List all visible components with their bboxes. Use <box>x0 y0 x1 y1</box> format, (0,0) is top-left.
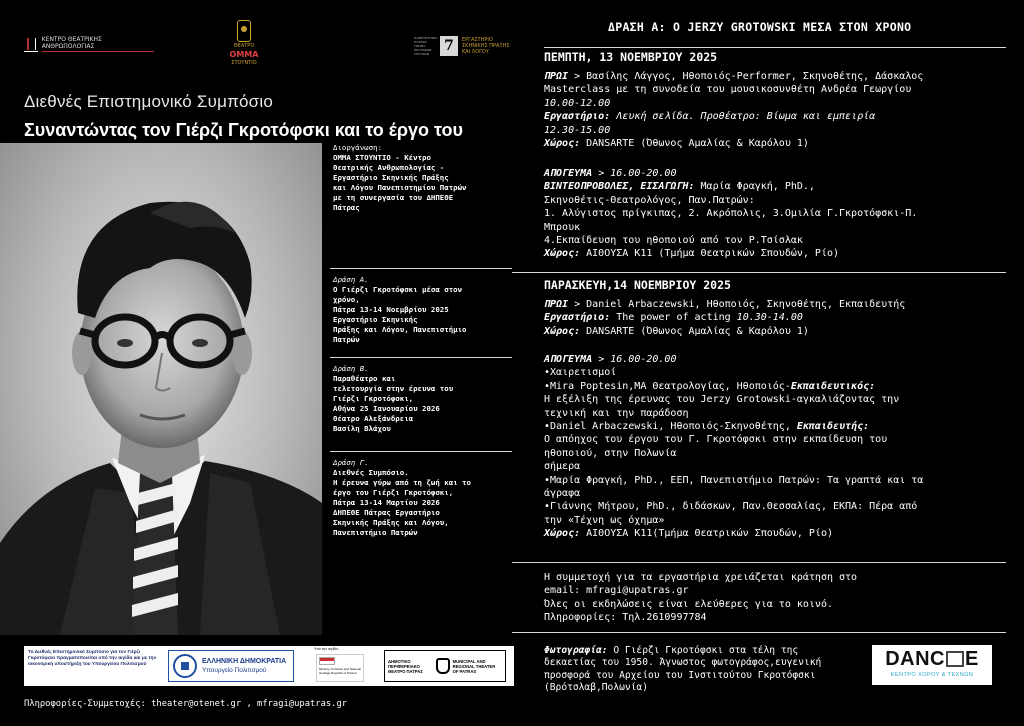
theater-mask-icon <box>436 658 450 674</box>
action-b-line: τελετουργία στην έρευνα του <box>333 384 454 393</box>
workshop-time: 10.30-14.00 <box>736 312 803 324</box>
organizer-line: Εργαστήριο Σκηνικής Πράξης <box>333 173 449 182</box>
video-line: Σκηνοθέτις-Θεατρολόγος, Παν.Πατρών: <box>544 194 755 206</box>
organizer-line: με τη συνεργασία του ΔΗΠΕΘΕ <box>333 193 454 202</box>
place-label: Χώρος: <box>544 325 581 337</box>
action-a-line: Πράξης και Λόγου, Πανεπιστήμιο <box>333 325 467 334</box>
action-c-line: Πανεπιστήμιο Πατρών <box>333 528 418 537</box>
morning-label: ΠΡΩΙ <box>544 299 569 310</box>
contact-footer: Πληροφορίες-Συμμετοχές: theater@otenet.gr , mfragi@upatras.gr <box>24 699 348 709</box>
program-item-text: Ο απόηχος του έργου του Γ. Γκροτόφσκι στην εκπαίδευση του <box>544 434 888 446</box>
video-line: Μπρουκ <box>544 221 581 233</box>
action-a-line: Πατρών <box>333 335 360 344</box>
portrait-illustration <box>0 143 322 635</box>
support-text: Το Διεθνές Επιστημονικό Συμπόσιο για τον Γιέρζι Γκροτόφσκι πραγματοποιείται υπό την αιγίδα και με την οικονομική υποστήριξη του Υπουργείου Πολιτισμού <box>28 650 157 668</box>
workshop-text: The power of acting <box>610 312 737 324</box>
program-item: •Mira Poptesin,MA Θεατρολογίας, Ηθοποιός- <box>544 380 791 392</box>
day1-evening-block <box>544 167 1014 261</box>
square-icon <box>946 651 964 667</box>
program-item-text: Η εξέλιξη της έρευνας του Jerzy Grotowski-αγκαλιάζοντας την <box>544 394 900 406</box>
info-phone: Πληροφορίες: Τηλ.2610997784 <box>544 612 707 624</box>
grotowski-portrait <box>0 143 322 635</box>
polish-flag-icon <box>319 657 335 665</box>
kentro-logo-text: ΚΕΝΤΡΟ ΘΕΑΤΡΙΚΗΣ ΑΝΘΡΩΠΟΛΟΓΙΑΣ <box>42 36 154 52</box>
workshop-label: Εργαστήριο: <box>544 312 611 324</box>
program-item: •Daniel Arbaczewski, Ηθοποιός-Σκηνοθέτης, <box>544 421 797 433</box>
gov-line2: Υπουργείο Πολιτισμού <box>202 667 267 674</box>
place-label: Χώρος: <box>544 528 581 540</box>
action-c-line: έργο του Γιέρζι Γκροτόφσκι, <box>333 488 454 497</box>
lab-mark-icon: 7 <box>440 36 458 56</box>
program-divider <box>512 272 1006 273</box>
info-line: Η συμμετοχή για τα εργαστήρια χρειάζεται κράτηση στο <box>544 572 858 583</box>
photo-credit-text: (Βρότσλαβ,Πολωνία) <box>544 682 648 694</box>
place-text: ΑΙΘΟΥΣΑ Κ11(Τμήμα Θεατρικών Σπουδών, Ρίο) <box>580 528 833 540</box>
action-b-line: Αθήνα 25 Ιανουαρίου 2026 <box>333 404 440 413</box>
place-text: DANSARTE (Όθωνος Αμαλίας & Καρόλου 1) <box>580 325 809 337</box>
action-c-block <box>330 458 512 538</box>
action-a-label: Δράση Α. <box>333 275 369 284</box>
photo-credit-label: Φωτογραφία: <box>544 645 608 656</box>
day1-morning-block <box>544 70 1014 150</box>
video-line: 4.Εκπαίδευση του ηθοποιού από τον Ρ.Τσίσλακ <box>544 235 803 247</box>
action-c-label: Δράση Γ. <box>333 458 369 467</box>
action-a-line: χρόνο, <box>333 295 360 304</box>
evening-label: ΑΠΟΓΕΥΜΑ <box>544 168 593 179</box>
dance-center-logo <box>872 645 992 685</box>
morning-label: ΠΡΩΙ <box>544 71 569 82</box>
day2-heading: ΠΑΡΑΣΚΕΥΗ,14 ΝΟΕΜΒΡΙΟΥ 2025 <box>544 278 731 292</box>
evening-label: ΑΠΟΓΕΥΜΑ <box>544 354 593 365</box>
action-b-block <box>330 364 512 434</box>
action-a-block <box>330 275 512 345</box>
university-logo-text: ΠΑΝΕΠΙΣΤΗΜΙΟ ΠΑΤΡΩΝ ΤΜΗΜΑ ΘΕΑΤΡΙΚΩΝ ΣΠΟΥΔΩΝ <box>414 36 438 56</box>
omma-logo-line3: ΣΤΟΥΝΤΙΟ <box>231 60 257 66</box>
polish-ministry-text: Ministry of Culture and National Heritage Republic of Poland <box>319 667 361 675</box>
morning-text: Masterclass με τη συνοδεία του μουσικοσυνθέτη Ανδρέα Γεωργίου <box>544 84 912 96</box>
role-label: Εκπαιδευτής: <box>796 421 870 433</box>
photo-credit-text: προσφορά του Αρχείου του Ινστιτούτου Γκροτόφσκι <box>544 669 816 681</box>
organizer-line: και Λόγου Πανεπιστημίου Πατρών <box>333 183 467 192</box>
program-divider <box>544 47 1006 48</box>
under-auspices-label: Υπό την αιγίδα: <box>314 647 339 651</box>
gov-line1: ΕΛΛΗΝΙΚΗ ΔΗΜΟΚΡΑΤΙΑ <box>202 658 287 665</box>
morning-text: > Daniel Arbaczewski, Ηθοποιός, Σκηνοθέτης, Εκπαιδευτής <box>568 299 906 310</box>
morning-text: > Βασίλης Λάγγος, Ηθοποιός-Performer, Σκηνοθέτης, Δάσκαλος <box>568 71 924 82</box>
action-a-line: Εργαστήριο Σκηνικής <box>333 315 418 324</box>
place-text: ΑΙΘΟΥΣΑ Κ11 (Τμήμα Θεατρικών Σπουδών, Ρίο) <box>580 248 840 260</box>
action-b-line: Γιέρζι Γκροτόφσκι, <box>333 394 414 403</box>
info-email[interactable]: email: mfragi@upatras.gr <box>544 585 689 597</box>
sidebar-divider <box>330 451 512 452</box>
action-b-label: Δράση Β. <box>333 364 369 373</box>
program-item: •Μαρία Φραγκή, PhD., ΕΕΠ, Πανεπιστήμιο Πατρών: Τα γραπτά και τα <box>544 474 924 486</box>
video-label: ΒΙΝΤΕΟΠΡΟΒΟΛΕΣ, ΕΙΣΑΓΩΓΗ: <box>544 181 695 193</box>
omma-logo-line1: ΘΕΑΤΡΟ <box>233 43 255 49</box>
day2-morning-block <box>544 298 1014 338</box>
photo-credit <box>544 645 864 695</box>
day1-heading: ΠΕΜΠΤΗ, 13 ΝΟΕΜΒΡΙΟΥ 2025 <box>544 50 718 64</box>
logo-bar <box>24 20 524 80</box>
title-line2: Συναντώντας τον Γιέρζι Γκροτόφσκι και το έργο του <box>24 120 464 140</box>
program-divider <box>512 562 1006 563</box>
place-label: Χώρος: <box>544 138 581 150</box>
organizer-line: ΟΜΜΑ ΣΤΟΥΝΤΙΟ - Κέντρο <box>333 153 431 162</box>
workshop-label: Εργαστήριο: <box>544 111 611 123</box>
title-line1: Διεθνές Επιστημονικό Συμπόσιο <box>24 92 273 111</box>
action-c-line: ΔΗΠΕΘΕ Πάτρας Εργαστήριο <box>333 508 440 517</box>
lab-logo-text: ΕΡΓΑΣΤΗΡΙΟ ΣΚΗΝΙΚΗΣ ΠΡΑΞΗΣ ΚΑΙ ΛΟΓΟΥ <box>462 37 510 55</box>
morning-time: 10.00-12.00 <box>544 97 611 109</box>
program-item-text: την «Τέχνη ως όχημα» <box>544 514 665 526</box>
program-item-text: σήμερα <box>544 461 581 473</box>
sidebar-divider <box>330 268 512 269</box>
dipethe-gr-text: ΔΗΜΟΤΙΚΟ ΠΕΡΙΦΕΡΕΙΑΚΟ ΘΕΑΤΡΟ ΠΑΤΡΑΣ <box>388 658 423 674</box>
program-heading: ΔΡΑΣΗ Α: Ο JERZY GROTOWSKI ΜΕΣΑ ΣΤΟΝ ΧΡΟΝΟ <box>608 20 912 34</box>
dipethe-logo <box>384 650 506 682</box>
organizer-line: Πάτρας <box>333 203 360 212</box>
program-divider <box>512 632 1006 633</box>
symposium-title <box>24 92 524 141</box>
polish-ministry-logo <box>316 654 364 682</box>
role-label: Εκπαιδευτικός: <box>790 380 876 392</box>
action-c-line: Η έρευνα γύρω από τη ζωή και το <box>333 478 471 487</box>
action-a-line: Ο Γιέρζι Γκροτόφσκι μέσα στον <box>333 285 463 294</box>
video-line: 1. Αλύγιστος πρίγκιπας, 2. Ακρόπολις, 3.Ομιλία Γ.Γκροτόφσκι-Π. <box>544 208 918 220</box>
kentro-mark-icon <box>24 36 38 52</box>
program-item-text: ηθοποιού, στην Πολωνία <box>544 447 677 459</box>
eye-icon <box>237 20 251 42</box>
kentro-logo <box>24 36 154 52</box>
video-text: Μαρία Φραγκή, PhD., <box>694 181 815 193</box>
action-b-line: Βασίλη Βλάχου <box>333 424 391 433</box>
program-item-text: άγραφα <box>544 488 581 500</box>
program-item: •Χαιρετισμοί <box>544 367 617 379</box>
organizer-label: Διοργάνωση: <box>333 143 382 152</box>
dance-logo-word: DANC <box>885 648 945 670</box>
place-text: DANSARTE (Όθωνος Αμαλίας & Καρόλου 1) <box>580 138 809 150</box>
dance-logo-word-end: E <box>964 648 979 670</box>
evening-time: > 16.00-20.00 <box>592 354 677 365</box>
program-item: •Γιάννης Μήτρου, PhD., διδάσκων, Παν.Θεσσαλίας, ΕΚΠΑ: Πέρα από <box>544 501 918 513</box>
organizer-line: Θεατρικής Ανθρωπολογίας - <box>333 163 445 172</box>
organizer-block <box>330 143 512 213</box>
dance-logo-subtitle: ΚΕΝΤΡΟ ΧΟΡΟΥ & ΤΕΧΝΩΝ <box>890 672 974 678</box>
photo-credit-text: Ο Γιέρζι Γκροτόφσκι στα τέλη της <box>607 645 799 656</box>
place-label: Χώρος: <box>544 248 581 260</box>
dipethe-en-text: MUNICIPAL AND REGIONAL THEATER OF PATRAS <box>452 658 496 674</box>
action-c-line: Πάτρα 13-14 Μαρτίου 2026 <box>333 498 440 507</box>
day2-evening-block <box>544 353 1014 541</box>
photo-credit-text: δεκαετίας του 1950. Άγνωστος φωτογράφος,ευγενική <box>544 657 822 669</box>
action-a-line: Πάτρα 13-14 Νοεμβρίου 2025 <box>333 305 449 314</box>
program-item-text: τεχνική και την παράδοση <box>544 407 689 419</box>
evening-time: > 16.00-20.00 <box>592 168 677 179</box>
sponsor-strip <box>24 646 514 686</box>
omma-logo-line2: ΟΜΜΑ <box>229 50 259 59</box>
omma-logo <box>224 20 264 67</box>
greek-seal-icon <box>173 654 197 678</box>
action-c-line: Διεθνές Συμπόσιο. <box>333 468 409 477</box>
workshop-time: 12.30-15.00 <box>544 124 611 136</box>
sidebar-divider <box>330 357 512 358</box>
info-block <box>544 571 1014 625</box>
action-b-line: Θέατρο Αλεξάνδρεια <box>333 414 414 423</box>
action-c-line: Σκηνικής Πράξης και Λόγου, <box>333 518 449 527</box>
greek-ministry-logo <box>168 650 294 682</box>
lab-logo <box>414 36 524 56</box>
action-b-line: Παραθέατρο και <box>333 374 396 383</box>
info-line: Όλες οι εκδηλώσεις είναι ελεύθερες για το κοινό. <box>544 598 833 610</box>
workshop-text: Λευκή σελίδα. Προθέατρο: Βίωμα και εμπειρία <box>610 111 876 123</box>
